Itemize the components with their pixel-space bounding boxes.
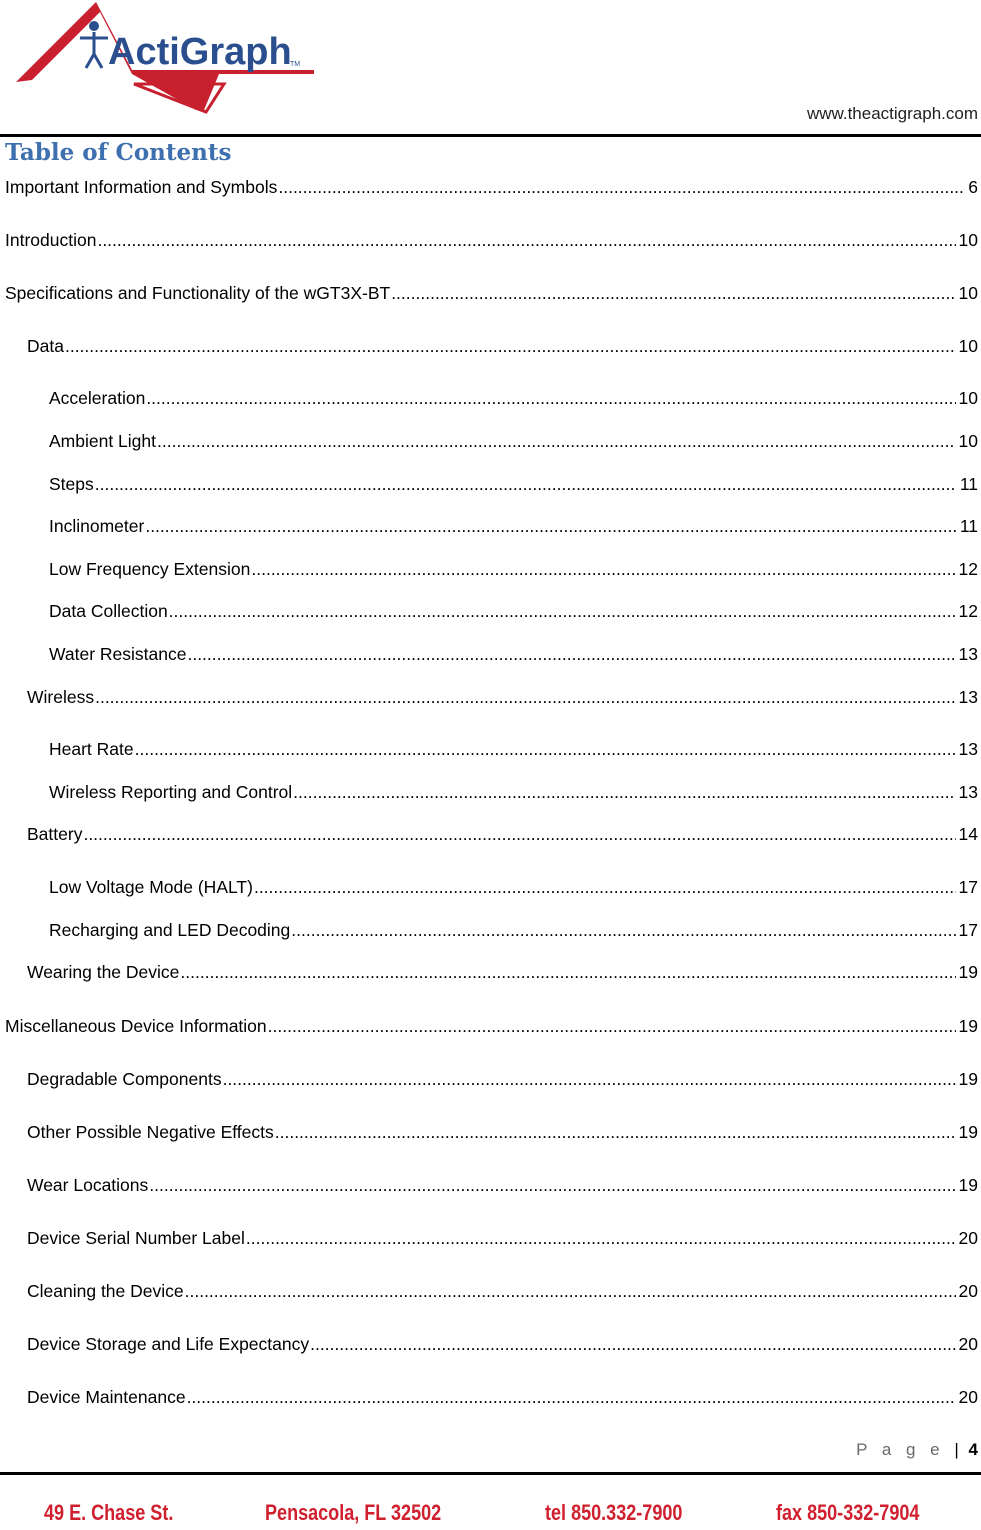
- page-number: P a g e | 4: [856, 1440, 978, 1459]
- toc-entry[interactable]: Device Maintenance ..... 20: [27, 1385, 978, 1409]
- address-tel: tel 850.332-7900: [545, 1500, 683, 1525]
- toc-entry[interactable]: Wireless ..... 13: [27, 685, 978, 709]
- footer-divider: [0, 1472, 981, 1475]
- toc-entry[interactable]: Degradable Components ..... 19: [27, 1067, 978, 1091]
- toc-entry[interactable]: Miscellaneous Device Information ..... 19: [5, 1014, 978, 1038]
- toc-entry[interactable]: Specifications and Functionality of the wGT3X-BT ..... 10: [5, 281, 978, 305]
- address-bar: [0, 1500, 981, 1530]
- actigraph-logo: [14, 0, 314, 115]
- toc-entry[interactable]: Ambient Light ..... 10: [49, 429, 978, 453]
- toc-entry[interactable]: Important Information and Symbols ..... 6: [5, 175, 978, 199]
- address-city: Pensacola, FL 32502: [265, 1500, 442, 1525]
- toc-entry[interactable]: Introduction ..... 10: [5, 228, 978, 252]
- svg-text:TM: TM: [290, 61, 301, 68]
- toc-entry[interactable]: Wearing the Device ..... 19: [27, 960, 978, 984]
- header-divider: [0, 134, 981, 137]
- toc-entry[interactable]: Heart Rate ..... 13: [49, 737, 978, 761]
- toc-entry[interactable]: Device Serial Number Label ..... 20: [27, 1226, 978, 1250]
- toc-entry[interactable]: Low Frequency Extension ..... 12: [49, 557, 978, 581]
- toc-entry[interactable]: Water Resistance ..... 13: [49, 642, 978, 666]
- svg-text:ActiGraph: ActiGraph: [108, 31, 292, 73]
- toc-title: Table of Contents: [5, 139, 232, 166]
- toc-entry[interactable]: Device Storage and Life Expectancy ..... 20: [27, 1332, 978, 1356]
- toc-entry[interactable]: Wear Locations ..... 19: [27, 1173, 978, 1197]
- toc-entry[interactable]: Acceleration ..... 10: [49, 386, 978, 410]
- toc-entry[interactable]: Wireless Reporting and Control ..... 13: [49, 780, 978, 804]
- toc-entry[interactable]: Battery ..... 14: [27, 822, 978, 846]
- address-fax: fax 850-332-7904: [776, 1500, 920, 1525]
- toc-entry[interactable]: Data ..... 10: [27, 334, 978, 358]
- toc-entry[interactable]: Low Voltage Mode (HALT) ..... 17: [49, 875, 978, 899]
- toc-entry[interactable]: Other Possible Negative Effects ..... 19: [27, 1120, 978, 1144]
- website-link[interactable]: www.theactigraph.com: [806, 104, 978, 123]
- toc-entry[interactable]: Steps ..... 11: [49, 472, 978, 496]
- toc-entry[interactable]: Recharging and LED Decoding ..... 17: [49, 918, 978, 942]
- toc-entry[interactable]: Data Collection ..... 12: [49, 599, 978, 623]
- address-street: 49 E. Chase St.: [44, 1500, 174, 1525]
- toc-entry[interactable]: Cleaning the Device ..... 20: [27, 1279, 978, 1303]
- toc-entry[interactable]: Inclinometer ..... 11: [49, 514, 978, 538]
